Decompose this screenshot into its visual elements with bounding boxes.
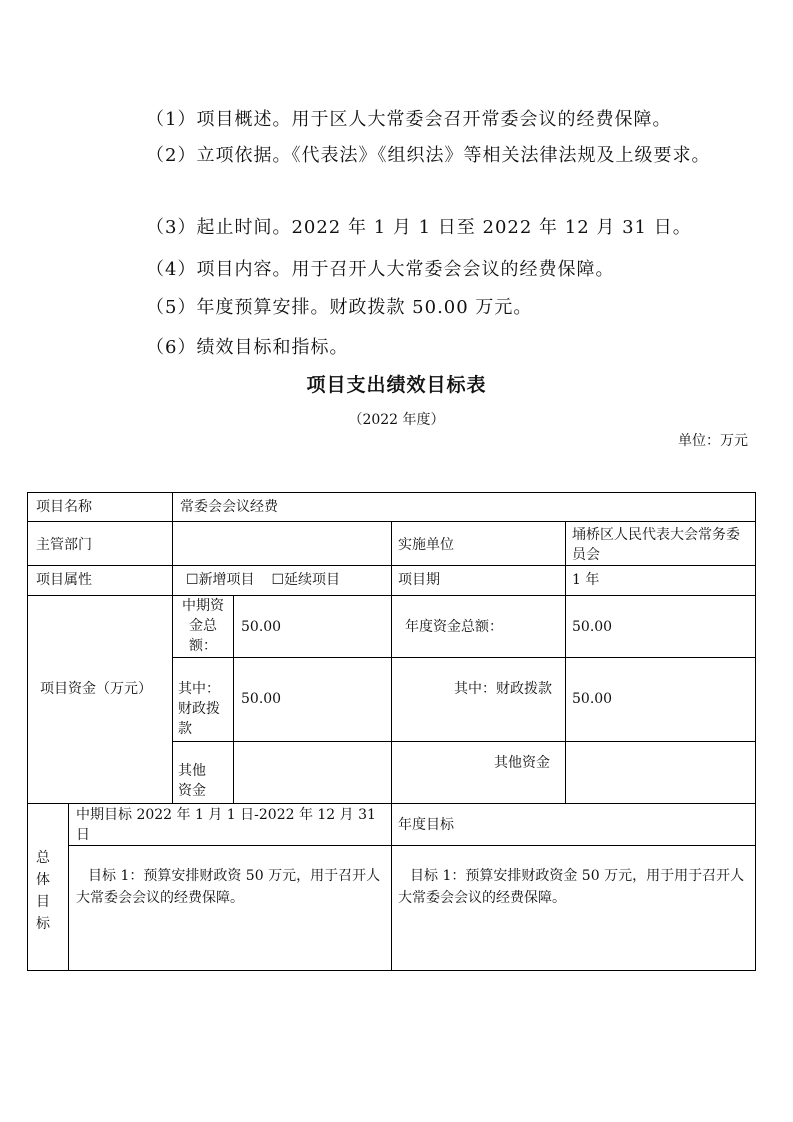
project-name-label: 项目名称 xyxy=(36,499,92,515)
of-which-fiscal-value: 50.00 xyxy=(241,691,282,707)
table-rule xyxy=(68,803,69,970)
annual-other-label: 其他资金 xyxy=(494,755,550,771)
table-rule xyxy=(233,595,234,803)
table-rule xyxy=(172,493,173,803)
midterm-total-label: 中期资金总额： xyxy=(182,598,224,654)
period-value: 1 年 xyxy=(572,572,600,588)
annual-fiscal-label: 其中：财政拨款 xyxy=(454,681,552,697)
annual-total-label: 年度资金总额： xyxy=(405,619,503,635)
para-content: （4）项目内容。用于召开人大常委会会议的经费保障。 xyxy=(146,259,615,280)
annual-fiscal-value: 50.00 xyxy=(572,691,613,707)
table-year: （2022 年度） xyxy=(348,412,445,428)
checkbox-cont-icon[interactable]: ☐ xyxy=(271,572,285,588)
midterm-goal-text: 目标 1：预算安排财政资 50 万元，用于召开人大常委会会议的经费保障。 xyxy=(76,868,381,906)
project-name-value: 常委会会议经费 xyxy=(180,499,278,515)
attr-new-label: 新增项目 xyxy=(198,572,255,588)
checkbox-new-icon[interactable]: ☐ xyxy=(186,572,199,588)
other-funds-label: 其他资金 xyxy=(178,763,206,799)
para-period: （3）起止时间。2022 年 1 月 1 日至 2022 年 12 月 31 日。 xyxy=(146,217,692,238)
midterm-goal-label: 中期目标 2022 年 1 月 1 日-2022 年 12 月 31 日 xyxy=(76,807,376,843)
midterm-total-value: 50.00 xyxy=(241,619,282,635)
period-label: 项目期 xyxy=(398,572,440,588)
para-budget: （5）年度预算安排。财政拨款 50.00 万元。 xyxy=(146,297,533,318)
impl-unit-label: 实施单位 xyxy=(398,537,454,553)
attr-options xyxy=(186,570,340,590)
annual-goal-text: 目标 1：预算安排财政资金 50 万元，用于用于召开人大常委会会议的经费保障。 xyxy=(398,868,745,906)
overall-goal-label: 总体目标 xyxy=(36,850,50,932)
table-rule xyxy=(391,521,392,970)
funds-label: 项目资金（万元） xyxy=(40,681,152,697)
para-overview: （1）项目概述。用于区人大常委会召开常委会议的经费保障。 xyxy=(146,109,672,130)
annual-goal-label: 年度目标 xyxy=(398,817,454,833)
dept-label: 主管部门 xyxy=(36,537,92,553)
attr-label: 项目属性 xyxy=(36,572,92,588)
attr-cont-label: 延续项目 xyxy=(284,572,341,588)
impl-unit-value: 埇桥区人民代表大会常务委员会 xyxy=(572,527,740,563)
table-rule xyxy=(565,521,566,803)
table-title: 项目支出绩效目标表 xyxy=(306,374,487,396)
unit-label: 单位：万元 xyxy=(678,433,748,449)
table-rule xyxy=(68,845,755,846)
annual-total-value: 50.00 xyxy=(572,619,613,635)
para-basis: （2）立项依据。《代表法》《组织法》等相关法律法规及上级要求。 xyxy=(146,145,711,166)
of-which-fiscal-label: 其中：财政拨款 xyxy=(178,681,220,737)
table-rule xyxy=(172,657,755,658)
performance-table xyxy=(27,492,756,971)
table-rule xyxy=(172,741,755,742)
para-targets: （6）绩效目标和指标。 xyxy=(146,337,349,358)
